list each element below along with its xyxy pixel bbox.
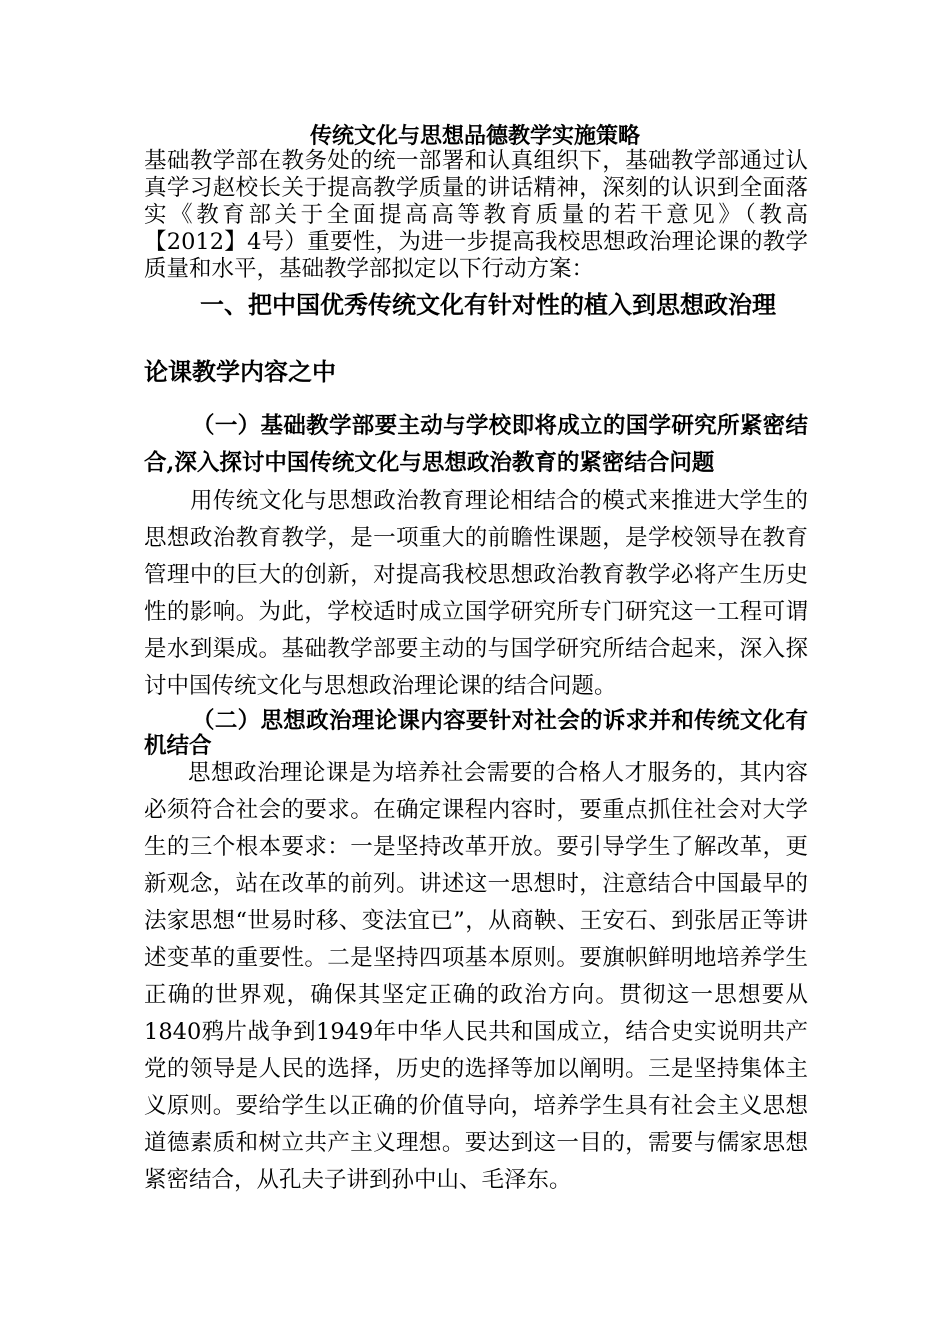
subsection1-body: 用传统文化与思想政治教育理论相结合的模式来推进大学生的思想政治教育教学，是一项重大的前瞻性课题，是学校领导在教育管理中的巨大的创新，对提高我校思想政治教育教学必将产生历史性的影响。为此，学校适时成立国学研究所专门研究这一工程可谓是水到渠成。基础教学部要主动的与国学研究所结合起来，深入探讨中国传统文化与思想政治理论课的结合问题。 — [144, 488, 808, 699]
section1-heading-line2: 论课教学内容之中 — [144, 357, 336, 386]
document-title: 传统文化与思想品德教学实施策略 — [309, 123, 640, 149]
subsection2-heading: （二）思想政治理论课内容要针对社会的诉求并和传统文化有机结合 — [144, 708, 808, 759]
section1-heading-line1: 一、把中国优秀传统文化有针对性的植入到思想政治理 — [200, 290, 776, 319]
subsection1-heading: （一）基础教学部要主动与学校即将成立的国学研究所紧密结合,深入探讨中国传统文化与思想政治教育的紧密结合问题 — [144, 413, 808, 476]
intro-paragraph: 基础教学部在教务处的统一部署和认真组织下，基础教学部通过认真学习赵校长关于提高教学质量的讲话精神，深刻的认识到全面落实《教育部关于全面提高高等教育质量的若干意见》（教高【2012】4号）重要性，为进一步提高我校思想政治理论课的教学质量和水平，基础教学部拟定以下行动方案： — [144, 148, 808, 282]
subsection2-body: 思想政治理论课是为培养社会需要的合格人才服务的，其内容必须符合社会的要求。在确定课程内容时，要重点抓住社会对大学生的三个根本要求：一是坚持改革开放。要引导学生了解改革，更新观念，站在改革的前列。讲述这一思想时，注意结合中国最早的法家思想“世易时移、变法宜已”，从商鞅、王安石、到张居正等讲述变革的重要性。二是坚持四项基本原则。要旗帜鲜明地培养学生正确的世界观，确保其坚定正确的政治方向。贯彻这一思想要从1840鸦片战争到1949年中华人民共和国成立，结合史实说明共产党的领导是人民的选择，历史的选择等加以阐明。三是坚持集体主义原则。要给学生以正确的价值导向，培养学生具有社会主义思想道德素质和树立共产主义理想。要达到这一目的，需要与儒家思想紧密结合，从孔夫子讲到孙中山、毛泽东。 — [144, 760, 808, 1193]
